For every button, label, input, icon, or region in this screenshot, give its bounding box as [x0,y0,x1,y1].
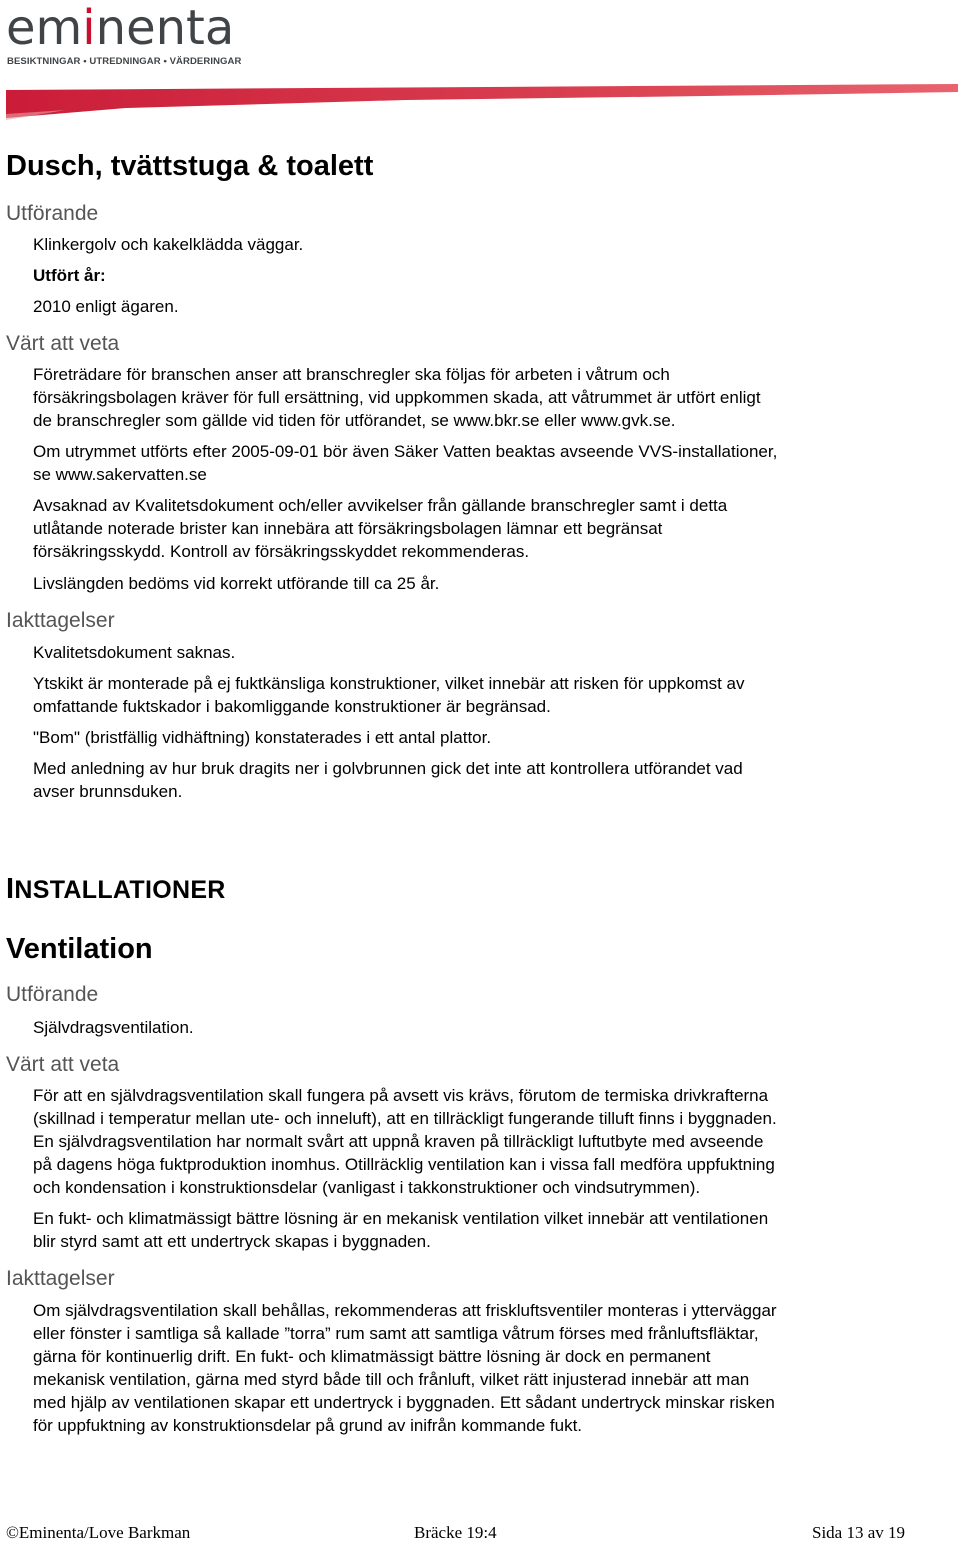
paragraph: Företrädare för branschen anser att branschregler ska följas för arbeten i våtrum och försäkringsbolagen kräver för full ersättning, vid uppkommen skada, att våtrummet är utfört enligt de branschregler som gällde vid tiden för utförandet, se www.bkr.se eller www.gvk.se. [33,365,761,430]
paragraph: Ytskikt är monterade på ej fuktkänsliga konstruktioner, vilket innebär att risken för uppkomst av omfattande fuktskador i bakomliggande konstruktioner är begränsad. [33,674,745,716]
section-title: Dusch, tvättstuga & toalett [6,150,374,182]
paragraph: "Bom" (bristfällig vidhäftning) konstaterades i ett antal plattor. [33,728,492,747]
utforande-text: Klinkergolv och kakelklädda väggar. [33,235,304,254]
footer-copyright: ©Eminenta/Love Barkman [6,1523,191,1542]
header-brush-stroke [6,84,958,124]
installationer-heading: INSTALLATIONER [6,873,226,905]
paragraph: För att en självdragsventilation skall fungera på avsett vis krävs, förutom de termiska drivkrafterna (skillnad i temperatur mellan ute- och inneluft), att en tillräckligt fungerande tilluft finns i byggnaden. En självdragsventilation har normalt svårt att uppnå kraven på tillräckligt luftutbyte med avseende på dagens höga fuktproduktion inomhus. Otillräcklig ventilation kan i vissa fall medföra uppfuktning och kondensation i konstruktionsdelar (vanligast i takkonstruktioner och vindsutrymmen). [33,1086,777,1197]
ventilation-title: Ventilation [6,933,153,965]
vart-att-veta-heading: Värt att veta [6,1053,120,1076]
utfort-ar-label: Utfört år: [33,266,106,285]
vart-att-veta-heading: Värt att veta [6,332,120,355]
paragraph: En fukt- och klimatmässigt bättre lösning är en mekanisk ventilation vilket innebär att ventilationen blir styrd samt att ett undertryck skapas i byggnaden. [33,1209,769,1251]
paragraph: Om självdragsventilation skall behållas, rekommenderas att friskluftsventiler monteras i ytterväggar eller fönster i samtliga så kallade ”torra” rum samt att samtliga våtrum förses med frånluftsfläktar, gärna för kontinuerlig drift. En fukt- och klimatmässigt bättre lösning är dock en permanent mekanisk ventilation, gärna med styrd både till och frånluft, vilket rätt injusterad innebär att man med hjälp av ventilationen skapar ett undertryck i byggnaden. Ett sådant undertryck minskar risken för uppfuktning av konstruktionsdelar på grund av inifrån kommande fukt. [33,1301,777,1435]
footer-page-number: Sida 13 av 19 [812,1523,906,1542]
iakttagelser-heading: Iakttagelser [6,1267,115,1290]
logo-tagline: BESIKTNINGAR • UTREDNINGAR • VÄRDERINGAR [7,56,242,67]
utforande-heading: Utförande [6,202,99,225]
utforande-heading: Utförande [6,983,99,1006]
paragraph: Livslängden bedöms vid korrekt utförande till ca 25 år. [33,574,440,593]
paragraph: Om utrymmet utförts efter 2005-09-01 bör även Säker Vatten beaktas avseende VVS-installationer, se www.sakervatten.se [33,442,778,484]
footer-property: Bräcke 19:4 [414,1523,497,1542]
utfort-ar-value: 2010 enligt ägaren. [33,297,179,316]
logo-wordmark: eminenta [6,0,235,56]
iakttagelser-heading: Iakttagelser [6,609,115,632]
paragraph: Kvalitetsdokument saknas. [33,643,236,662]
utforande-text: Självdragsventilation. [33,1018,194,1037]
paragraph: Avsaknad av Kvalitetsdokument och/eller avvikelser från gällande branschregler samt i detta utlåtande noterade brister kan innebära att försäkringsbolagen lämnar ett begränsat försäkringsskydd. Kontroll av försäkringsskyddet rekommenderas. [33,496,728,561]
paragraph: Med anledning av hur bruk dragits ner i golvbrunnen gick det inte att kontrollera utförandet vad avser brunnsduken. [33,759,743,801]
